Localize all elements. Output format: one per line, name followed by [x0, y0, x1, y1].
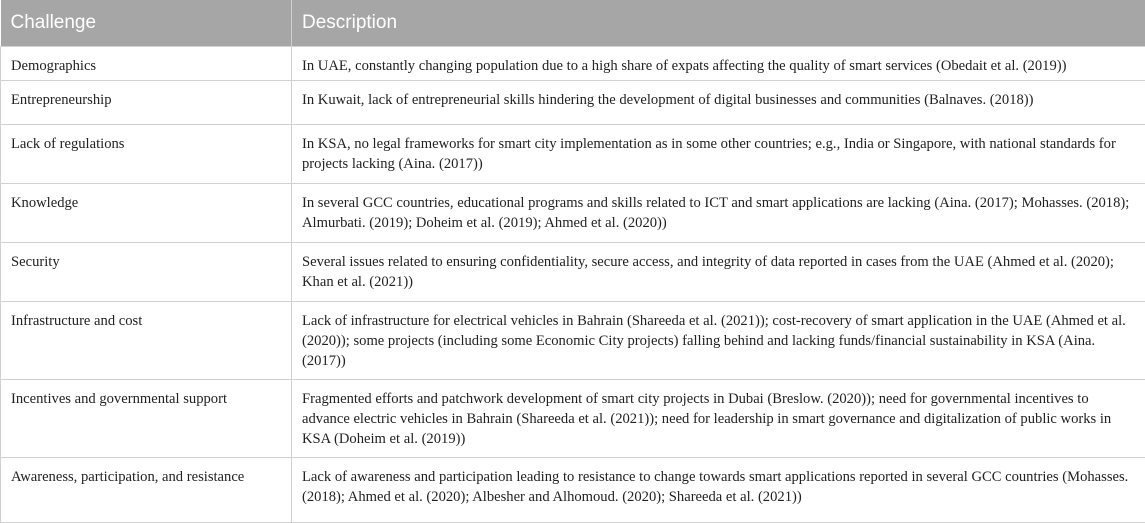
challenge-cell: Knowledge	[1, 183, 292, 242]
table-row	[1, 242, 1145, 301]
challenge-cell: Infrastructure and cost	[1, 301, 292, 379]
table-header-row	[1, 0, 1145, 46]
description-cell: Several issues related to ensuring confidentiality, secure access, and integrity of data reported in cases from the UAE (Ahmed et al. (2020); Khan et al. (2021))	[292, 242, 1145, 301]
table-row	[1, 379, 1145, 457]
challenge-cell: Lack of regulations	[1, 124, 292, 183]
description-cell: Fragmented efforts and patchwork development of smart city projects in Dubai (Breslow. (2020)); need for governmental incentives to advance electric vehicles in Bahrain (Shareeda et al. (2021)); need for leadership in smart governance and digitalization of public works in KSA (Doheim et al. (2019))	[292, 379, 1145, 457]
challenge-cell: Incentives and governmental support	[1, 379, 292, 457]
table-row	[1, 183, 1145, 242]
description-cell: Lack of infrastructure for electrical vehicles in Bahrain (Shareeda et al. (2021)); cost-recovery of smart application in the UAE (Ahmed et al. (2020)); some projects (including some Economic City projects) falling behind and lacking funds/financial sustainability in KSA (Aina. (2017))	[292, 301, 1145, 379]
challenge-cell: Security	[1, 242, 292, 301]
challenge-cell: Awareness, participation, and resistance	[1, 457, 292, 522]
description-cell: In KSA, no legal frameworks for smart city implementation as in some other countries; e.g., India or Singapore, with national standards for projects lacking (Aina. (2017))	[292, 124, 1145, 183]
header-challenge: Challenge	[1, 0, 292, 46]
header-description: Description	[292, 0, 1145, 46]
description-cell: In several GCC countries, educational programs and skills related to ICT and smart applications are lacking (Aina. (2017); Mohasses. (2018); Almurbati. (2019); Doheim et al. (2019); Ahmed et al. (2020))	[292, 183, 1145, 242]
description-cell: In Kuwait, lack of entrepreneurial skills hindering the development of digital businesses and communities (Balnaves. (2018))	[292, 80, 1145, 124]
table-row	[1, 46, 1145, 80]
table-row	[1, 457, 1145, 522]
description-cell: Lack of awareness and participation leading to resistance to change towards smart applications reported in several GCC countries (Mohasses. (2018); Ahmed et al. (2020); Albesher and Alhomoud. (2020); Shareeda et al. (2021))	[292, 457, 1145, 522]
table-row	[1, 80, 1145, 124]
challenge-cell: Entrepreneurship	[1, 80, 292, 124]
table-row	[1, 124, 1145, 183]
table-row	[1, 301, 1145, 379]
description-cell: In UAE, constantly changing population due to a high share of expats affecting the quality of smart services (Obedait et al. (2019))	[292, 46, 1145, 80]
challenge-cell: Demographics	[1, 46, 292, 80]
